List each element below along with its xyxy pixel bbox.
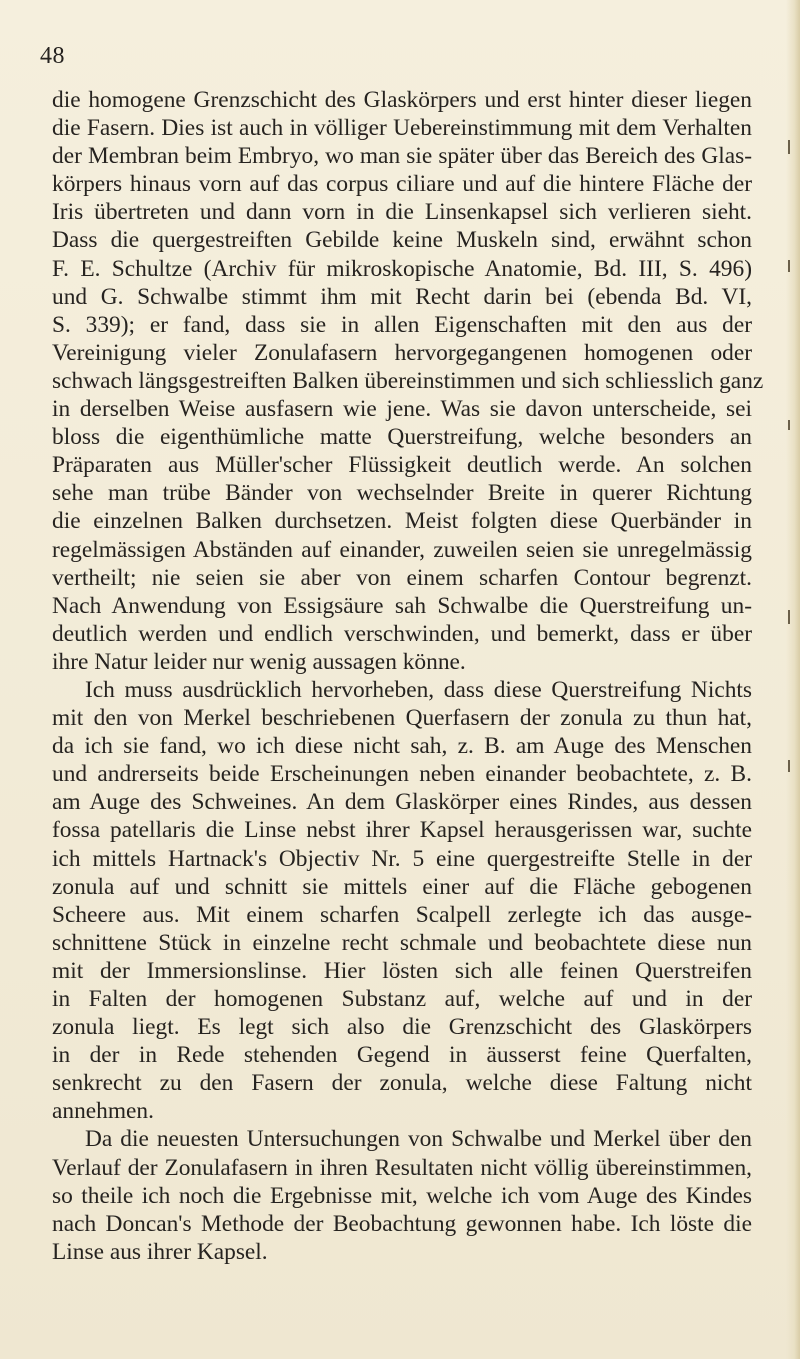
text-line: am Auge des Schweines. An dem Glaskörper eines Rindes, aus dessen xyxy=(52,789,752,816)
text-line: S. 339); er fand, dass sie in allen Eigenschaften mit den aus der xyxy=(52,311,752,338)
text-line: Vereinigung vieler Zonulafasern hervorgegangenen homogenen oder xyxy=(52,339,752,366)
bleed-mark xyxy=(788,760,790,772)
text-line: Iris übertreten und dann vorn in die Linsenkapsel sich verlieren sieht. xyxy=(52,199,752,226)
text-line: Scheere aus. Mit einem scharfen Scalpell zerlegte ich das ausge- xyxy=(52,901,752,928)
text-line: sehe man trübe Bänder von wechselnder Breite in querer Richtung xyxy=(52,480,752,507)
text-line: und andrerseits beide Erscheinungen neben einander beobachtete, z. B. xyxy=(52,761,752,788)
bleed-mark xyxy=(788,610,790,624)
text-line: Da die neuesten Untersuchungen von Schwalbe und Merkel über den xyxy=(85,1126,752,1153)
text-line: die Fasern. Dies ist auch in völliger Uebereinstimmung mit dem Verhalten xyxy=(52,115,752,142)
paragraph-1 xyxy=(52,86,764,676)
text-line: ich mittels Hartnack's Objectiv Nr. 5 eine quergestreifte Stelle in der xyxy=(52,845,752,872)
text-line: Ich muss ausdrücklich hervorheben, dass diese Querstreifung Nichts xyxy=(85,676,752,703)
text-line: der Membran beim Embryo, wo man sie später über das Bereich des Glas- xyxy=(52,143,752,170)
text-line: Nach Anwendung von Essigsäure sah Schwalbe die Querstreifung un- xyxy=(52,592,752,619)
text-line: die homogene Grenzschicht des Glaskörpers und erst hinter dieser liegen xyxy=(52,87,752,113)
text-line: vertheilt; nie seien sie aber von einem scharfen Contour begrenzt. xyxy=(52,564,752,591)
text-line: Dass die quergestreiften Gebilde keine Muskeln sind, erwähnt schon xyxy=(52,227,752,254)
text-line: schwach längsgestreiften Balken übereinstimmen und sich schliesslich ganz xyxy=(52,367,764,394)
text-line: fossa patellaris die Linse nebst ihrer Kapsel herausgerissen war, suchte xyxy=(52,817,752,844)
paragraph-3 xyxy=(52,1125,752,1265)
bleed-mark xyxy=(788,260,790,272)
text-line: zonula auf und schnitt sie mittels einer auf die Fläche gebogenen xyxy=(52,873,752,900)
paragraph-2 xyxy=(52,676,752,1126)
text-line: nach Doncan's Methode der Beobachtung gewonnen habe. Ich löste die xyxy=(52,1210,752,1237)
bleed-mark xyxy=(788,420,790,430)
text-line: körpers hinaus vorn auf das corpus ciliare und auf die hintere Fläche der xyxy=(52,171,752,198)
text-line: mit den von Merkel beschriebenen Querfasern der zonula zu thun hat, xyxy=(52,705,752,732)
page-edge-shadow xyxy=(786,0,800,1359)
body-text xyxy=(52,86,764,1266)
text-line: senkrecht zu den Fasern der zonula, welche diese Faltung nicht xyxy=(52,1070,752,1097)
text-line: und G. Schwalbe stimmt ihm mit Recht darin bei (ebenda Bd. VI, xyxy=(52,283,752,310)
text-line: in Falten der homogenen Substanz auf, welche auf und in der xyxy=(52,986,752,1012)
text-line: so theile ich noch die Ergebnisse mit, welche ich vom Auge des Kindes xyxy=(52,1182,752,1209)
text-line: regelmässigen Abständen auf einander, zuweilen seien sie unregelmässig xyxy=(52,536,752,563)
text-line: deutlich werden und endlich verschwinden, und bemerkt, dass er über xyxy=(52,620,752,647)
text-line: Präparaten aus Müller'scher Flüssigkeit deutlich werde. An solchen xyxy=(52,452,752,479)
text-line: F. E. Schultze (Archiv für mikroskopische Anatomie, Bd. III, S. 496) xyxy=(52,255,752,282)
text-line: schnittene Stück in einzelne recht schmale und beobachtete diese nun xyxy=(52,929,752,956)
text-line: zonula liegt. Es legt sich also die Grenzschicht des Glaskörpers xyxy=(52,1014,752,1041)
text-line: Verlauf der Zonulafasern in ihren Resultaten nicht völlig übereinstimmen, xyxy=(52,1154,752,1181)
text-line: da ich sie fand, wo ich diese nicht sah, z. B. am Auge des Menschen xyxy=(52,733,752,760)
page-number: 48 xyxy=(40,43,65,69)
text-line: mit der Immersionslinse. Hier lösten sich alle feinen Querstreifen xyxy=(52,957,752,984)
text-line: in der in Rede stehenden Gegend in äusserst feine Querfalten, xyxy=(52,1042,752,1069)
text-line: in derselben Weise ausfasern wie jene. Was sie davon unterscheide, sei xyxy=(52,396,752,423)
text-line: bloss die eigenthümliche matte Querstreifung, welche besonders an xyxy=(52,424,752,451)
text-line: Linse aus ihrer Kapsel. xyxy=(52,1238,268,1265)
text-line: die einzelnen Balken durchsetzen. Meist folgten diese Querbänder in xyxy=(52,508,752,535)
text-line: ihre Natur leider nur wenig aussagen könne. xyxy=(52,648,466,675)
bleed-mark xyxy=(788,140,790,154)
text-line: annehmen. xyxy=(52,1098,154,1125)
